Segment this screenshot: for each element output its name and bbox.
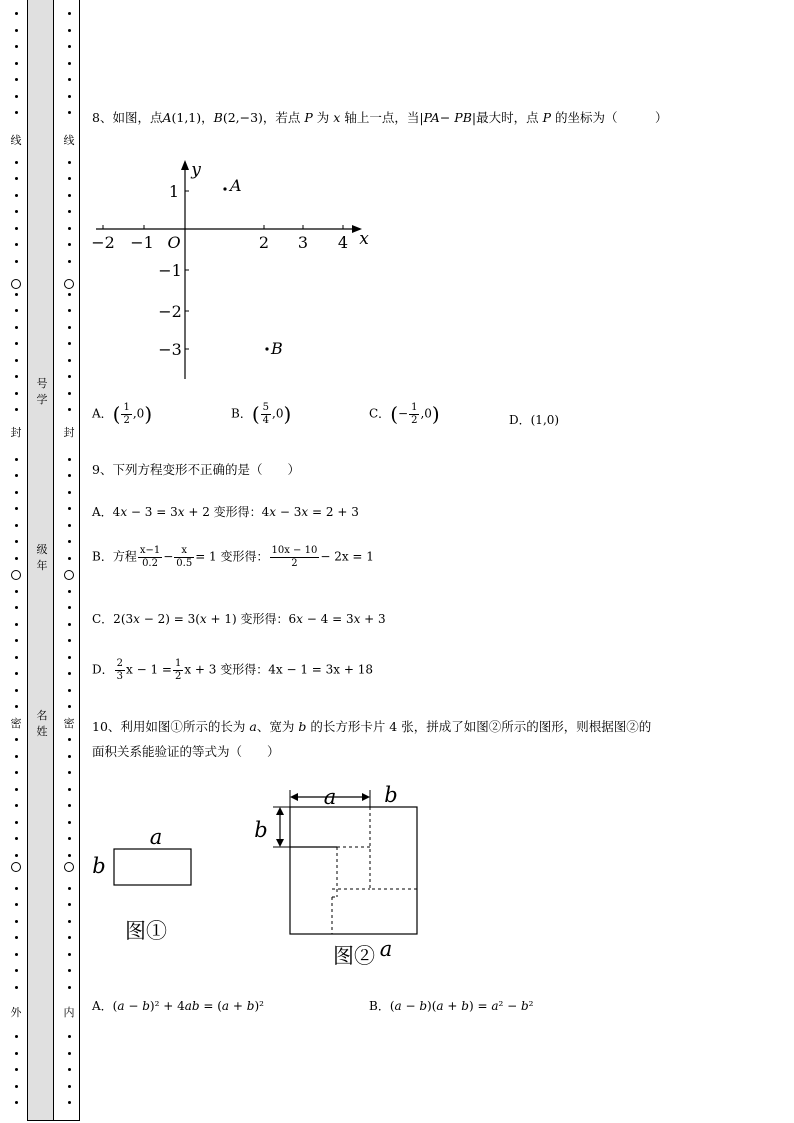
q9-d-f2-num: 1 [174, 658, 182, 669]
q8-option-b-letter: B． [231, 406, 252, 421]
binding-dot [68, 62, 71, 65]
outer-char-xian: 线 [10, 134, 22, 147]
binding-dot [15, 590, 18, 593]
grade-label: 级年 [36, 543, 48, 572]
outer-char-feng: 封 [10, 426, 22, 439]
fig2-arrow-a-right-head [362, 793, 370, 801]
fig2-dashed-rect-left [332, 847, 370, 934]
outer-char-wai: 外 [10, 1006, 22, 1019]
q8-option-c-close-paren: ) [431, 402, 440, 426]
binding-dot [15, 1085, 18, 1088]
binding-dot [15, 656, 18, 659]
binding-dot [68, 359, 71, 362]
binding-dot [15, 920, 18, 923]
q9-option-d[interactable] [92, 658, 373, 682]
binding-dot [15, 623, 18, 626]
q10-option-a[interactable]: A．(a − b)² + 4ab = (a + b)² [92, 999, 264, 1013]
q8-option-d[interactable] [509, 411, 559, 428]
binding-dot [15, 507, 18, 510]
binding-dot [68, 689, 71, 692]
q9-option-b[interactable] [92, 545, 374, 569]
q8-option-a-letter: A． [92, 406, 113, 421]
fig1-caption: 图① [125, 919, 167, 943]
q8-option-b-den: 4 [262, 414, 270, 426]
binding-dot [68, 507, 71, 510]
binding-dot [68, 474, 71, 477]
q9-b-f1-den: 0.2 [142, 557, 158, 569]
fig2-arrow-b-bottom-head [276, 839, 284, 847]
binding-dot [68, 854, 71, 857]
fig1-rectangle [114, 849, 191, 885]
q8-option-b-close-paren: ) [283, 402, 292, 426]
binding-dot [15, 557, 18, 560]
binding-dot [68, 1052, 71, 1055]
binding-dot [15, 606, 18, 609]
binding-dot [68, 804, 71, 807]
q9-d-fraction-1 [115, 658, 125, 682]
q9-b-fraction-3 [270, 545, 320, 569]
q10-option-b[interactable]: B．(a − b)(a + b) = a² − b² [369, 999, 534, 1013]
outer-circle-3 [11, 862, 21, 872]
binding-dot [68, 1085, 71, 1088]
binding-dot [68, 326, 71, 329]
binding-dot [15, 804, 18, 807]
q8-option-a-num: 1 [123, 402, 130, 413]
binding-dot [15, 194, 18, 197]
binding-dot [15, 755, 18, 758]
fig2-label-a-bottom: a [379, 937, 393, 961]
y-tick-label-1: 1 [168, 182, 180, 201]
point-a-dot [223, 187, 226, 190]
fig1-label-a: a [149, 825, 163, 849]
q8-option-a-den: 2 [123, 414, 130, 426]
binding-dot [68, 260, 71, 263]
fig2-label-a-top: a [323, 785, 337, 809]
origin-label: O [167, 233, 181, 252]
binding-dot [15, 375, 18, 378]
outer-circle-2 [11, 570, 21, 580]
outer-circle-1 [11, 279, 21, 289]
binding-dot [15, 969, 18, 972]
q9-b-fraction-2 [174, 545, 194, 569]
q8-option-c-den: 2 [411, 414, 418, 426]
binding-dot [68, 78, 71, 81]
binding-dot [68, 788, 71, 791]
binding-dot [68, 623, 71, 626]
binding-dot [68, 821, 71, 824]
q8-option-a-close-paren: ) [144, 402, 153, 426]
binding-dot [68, 540, 71, 543]
binding-dot [15, 12, 18, 15]
point-b-dot [265, 347, 268, 350]
inner-char-nei: 内 [63, 1006, 75, 1019]
binding-dot [15, 111, 18, 114]
binding-dot [15, 1035, 18, 1038]
binding-dot [68, 755, 71, 758]
point-b-label: B [271, 339, 283, 358]
binding-dot [68, 194, 71, 197]
inner-circle-3 [64, 862, 74, 872]
fig1-label-b: b [92, 854, 106, 878]
binding-dot [15, 342, 18, 345]
binding-dot [15, 408, 18, 411]
q8-option-c-fraction [409, 402, 419, 426]
fig2-outer-square [290, 807, 417, 934]
binding-dot [15, 62, 18, 65]
binding-dot [15, 458, 18, 461]
x-tick-label-4: 4 [337, 233, 349, 252]
inner-circle-1 [64, 279, 74, 289]
binding-dot [15, 837, 18, 840]
binding-dot [15, 326, 18, 329]
q9-option-c[interactable]: C．2(3x − 2) = 3(x + 1) 变形得：6x − 4 = 3x + 3 [92, 612, 386, 626]
q8-option-a-fraction [121, 402, 131, 426]
q8-option-b-tail: ,0 [272, 406, 284, 421]
q9-d-tail: x + 3 变形得：4x − 1 = 3x + 18 [184, 662, 374, 677]
q8-option-a-tail: ,0 [132, 406, 145, 421]
binding-dot [68, 887, 71, 890]
binding-dot [15, 854, 18, 857]
q8-option-c-num: 1 [411, 402, 418, 413]
q10-figure-1 [88, 820, 208, 950]
binding-dot [68, 771, 71, 774]
x-axis-label: x [359, 229, 369, 249]
binding-dot [15, 161, 18, 164]
binding-dot [68, 837, 71, 840]
binding-dot [15, 986, 18, 989]
binding-dot [68, 672, 71, 675]
y-axis-arrow [181, 160, 189, 170]
q8-option-c[interactable] [369, 402, 440, 426]
binding-dot [15, 260, 18, 263]
binding-dot [68, 639, 71, 642]
binding-white-strip [53, 0, 80, 1121]
q9-option-b-prefix: B．方程 [92, 549, 137, 564]
binding-dot [68, 227, 71, 230]
q9-b-f2-den: 0.5 [176, 557, 193, 569]
binding-dot [15, 639, 18, 642]
q9-b-tail: − 2x = 1 [320, 549, 374, 564]
binding-dot [15, 738, 18, 741]
fig2-arrow-a-left-head [290, 793, 298, 801]
q9-b-f1-num: x−1 [139, 545, 161, 556]
binding-dot [68, 986, 71, 989]
q9-b-fraction-1 [138, 545, 162, 569]
q8-option-a-open-paren: ( [112, 402, 121, 426]
q8-option-c-sign: − [398, 406, 409, 421]
q8-option-c-tail: ,0 [420, 406, 432, 421]
binding-dot [68, 590, 71, 593]
q9-b-f2-num: x [174, 545, 194, 558]
binding-dot [68, 177, 71, 180]
binding-dot [15, 887, 18, 890]
q8-option-b[interactable] [231, 402, 291, 426]
binding-dot [68, 491, 71, 494]
binding-dot [15, 821, 18, 824]
binding-dot [68, 243, 71, 246]
binding-dot [15, 309, 18, 312]
binding-dot [68, 557, 71, 560]
q9-d-f2-den: 2 [174, 670, 182, 682]
q9-option-d-prefix: D． [92, 662, 114, 677]
q10-stem-line-2: 面积关系能验证的等式为（ ） [92, 744, 280, 759]
binding-dot [68, 408, 71, 411]
binding-dot [68, 95, 71, 98]
binding-dot [15, 689, 18, 692]
point-a-label: A [230, 176, 242, 195]
binding-dot [15, 78, 18, 81]
binding-dot [68, 953, 71, 956]
binding-dot [68, 969, 71, 972]
binding-dot [68, 161, 71, 164]
binding-margin [0, 0, 82, 1123]
q8-option-c-open-paren: ( [390, 402, 398, 426]
inner-char-mi: 密 [63, 717, 75, 730]
binding-dot [15, 788, 18, 791]
q8-option-b-fraction [261, 402, 271, 426]
binding-dot [15, 95, 18, 98]
q9-b-minus: − [163, 549, 174, 564]
binding-dot [68, 1068, 71, 1071]
x-tick-label-neg1: −1 [130, 233, 154, 252]
binding-dot [15, 540, 18, 543]
binding-dot [15, 953, 18, 956]
q8-option-d-value: (1,0) [530, 413, 560, 427]
binding-dot [68, 936, 71, 939]
binding-dot [15, 1101, 18, 1104]
binding-dot [15, 771, 18, 774]
binding-dot [68, 45, 71, 48]
q8-option-a[interactable] [92, 402, 152, 426]
binding-dot [68, 920, 71, 923]
q9-b-f3-num: 10x − 10 [271, 545, 318, 556]
inner-char-xian: 线 [63, 134, 75, 147]
fig2-dashed-rect-right [370, 807, 417, 889]
binding-dot [68, 524, 71, 527]
student-number-label: 号学 [36, 377, 48, 406]
q9-stem: 9、下列方程变形不正确的是（ ） [92, 462, 300, 477]
binding-dot [15, 243, 18, 246]
y-axis-label: y [191, 160, 201, 180]
binding-dot [15, 903, 18, 906]
binding-dot [15, 177, 18, 180]
q9-d-f1-den: 3 [116, 670, 123, 682]
inner-circle-2 [64, 570, 74, 580]
inner-char-feng: 封 [63, 426, 75, 439]
binding-dot [15, 1052, 18, 1055]
binding-dot [68, 656, 71, 659]
y-tick-label-neg3: −3 [158, 340, 182, 359]
binding-dot [15, 227, 18, 230]
q8-option-b-num: 5 [262, 402, 270, 413]
binding-dot [15, 524, 18, 527]
binding-dot [68, 705, 71, 708]
y-tick-label-neg1: −1 [158, 261, 182, 280]
binding-dot [15, 491, 18, 494]
q8-option-d-letter: D． [509, 413, 531, 427]
binding-dot [68, 458, 71, 461]
binding-dot [68, 1101, 71, 1104]
binding-dot [68, 342, 71, 345]
q10-stem-line-1: 10、利用如图①所示的长为 a、宽为 b 的长方形卡片 4 张，拼成了如图②所示的图形，则根据图②的 [92, 719, 652, 734]
binding-dot [15, 359, 18, 362]
binding-dot [15, 293, 18, 296]
q9-d-fraction-2 [173, 658, 183, 682]
binding-dot [68, 210, 71, 213]
binding-dot [68, 738, 71, 741]
q8-option-c-letter: C． [369, 406, 391, 421]
q8-stem: 8、如图，点A(1,1)，B(2,−3)，若点 P 为 x 轴上一点，当|PA− PB|最大时，点 P 的坐标为（ ） [92, 110, 668, 125]
binding-dot [68, 903, 71, 906]
q8-coordinate-graph [90, 155, 380, 385]
binding-dot [15, 474, 18, 477]
binding-dot [68, 309, 71, 312]
q10-figure-2 [250, 780, 440, 970]
binding-dot [68, 293, 71, 296]
binding-dot [68, 375, 71, 378]
x-tick-label-3: 3 [297, 233, 309, 252]
y-tick-label-neg2: −2 [158, 302, 182, 321]
binding-dot [15, 45, 18, 48]
binding-dot [68, 606, 71, 609]
binding-dot [15, 936, 18, 939]
fig2-caption: 图② [333, 944, 375, 968]
q9-d-f1-num: 2 [116, 658, 123, 669]
binding-dot [15, 1068, 18, 1071]
binding-dot [68, 1035, 71, 1038]
binding-dot [15, 392, 18, 395]
q8-option-b-open-paren: ( [251, 402, 260, 426]
binding-dot [68, 12, 71, 15]
x-tick-label-2: 2 [258, 233, 270, 252]
outer-char-mi: 密 [10, 717, 22, 730]
fig2-arrow-b-top-head [276, 807, 284, 815]
binding-dot [15, 705, 18, 708]
fig2-label-b-left: b [254, 818, 268, 842]
binding-dot [15, 210, 18, 213]
q9-b-mid: = 1 变形得： [195, 549, 269, 564]
binding-dot [68, 392, 71, 395]
fig2-label-b-top: b [384, 783, 398, 807]
q9-d-mid: x − 1 = [126, 662, 172, 677]
q9-option-a[interactable]: A．4x − 3 = 3x + 2 变形得：4x − 3x = 2 + 3 [92, 505, 359, 519]
binding-dot [68, 29, 71, 32]
binding-dot [15, 672, 18, 675]
binding-dot [68, 111, 71, 114]
q9-b-f3-den: 2 [291, 557, 298, 569]
binding-dot [15, 29, 18, 32]
name-label: 名姓 [36, 709, 48, 738]
x-tick-label-neg2: −2 [91, 233, 115, 252]
